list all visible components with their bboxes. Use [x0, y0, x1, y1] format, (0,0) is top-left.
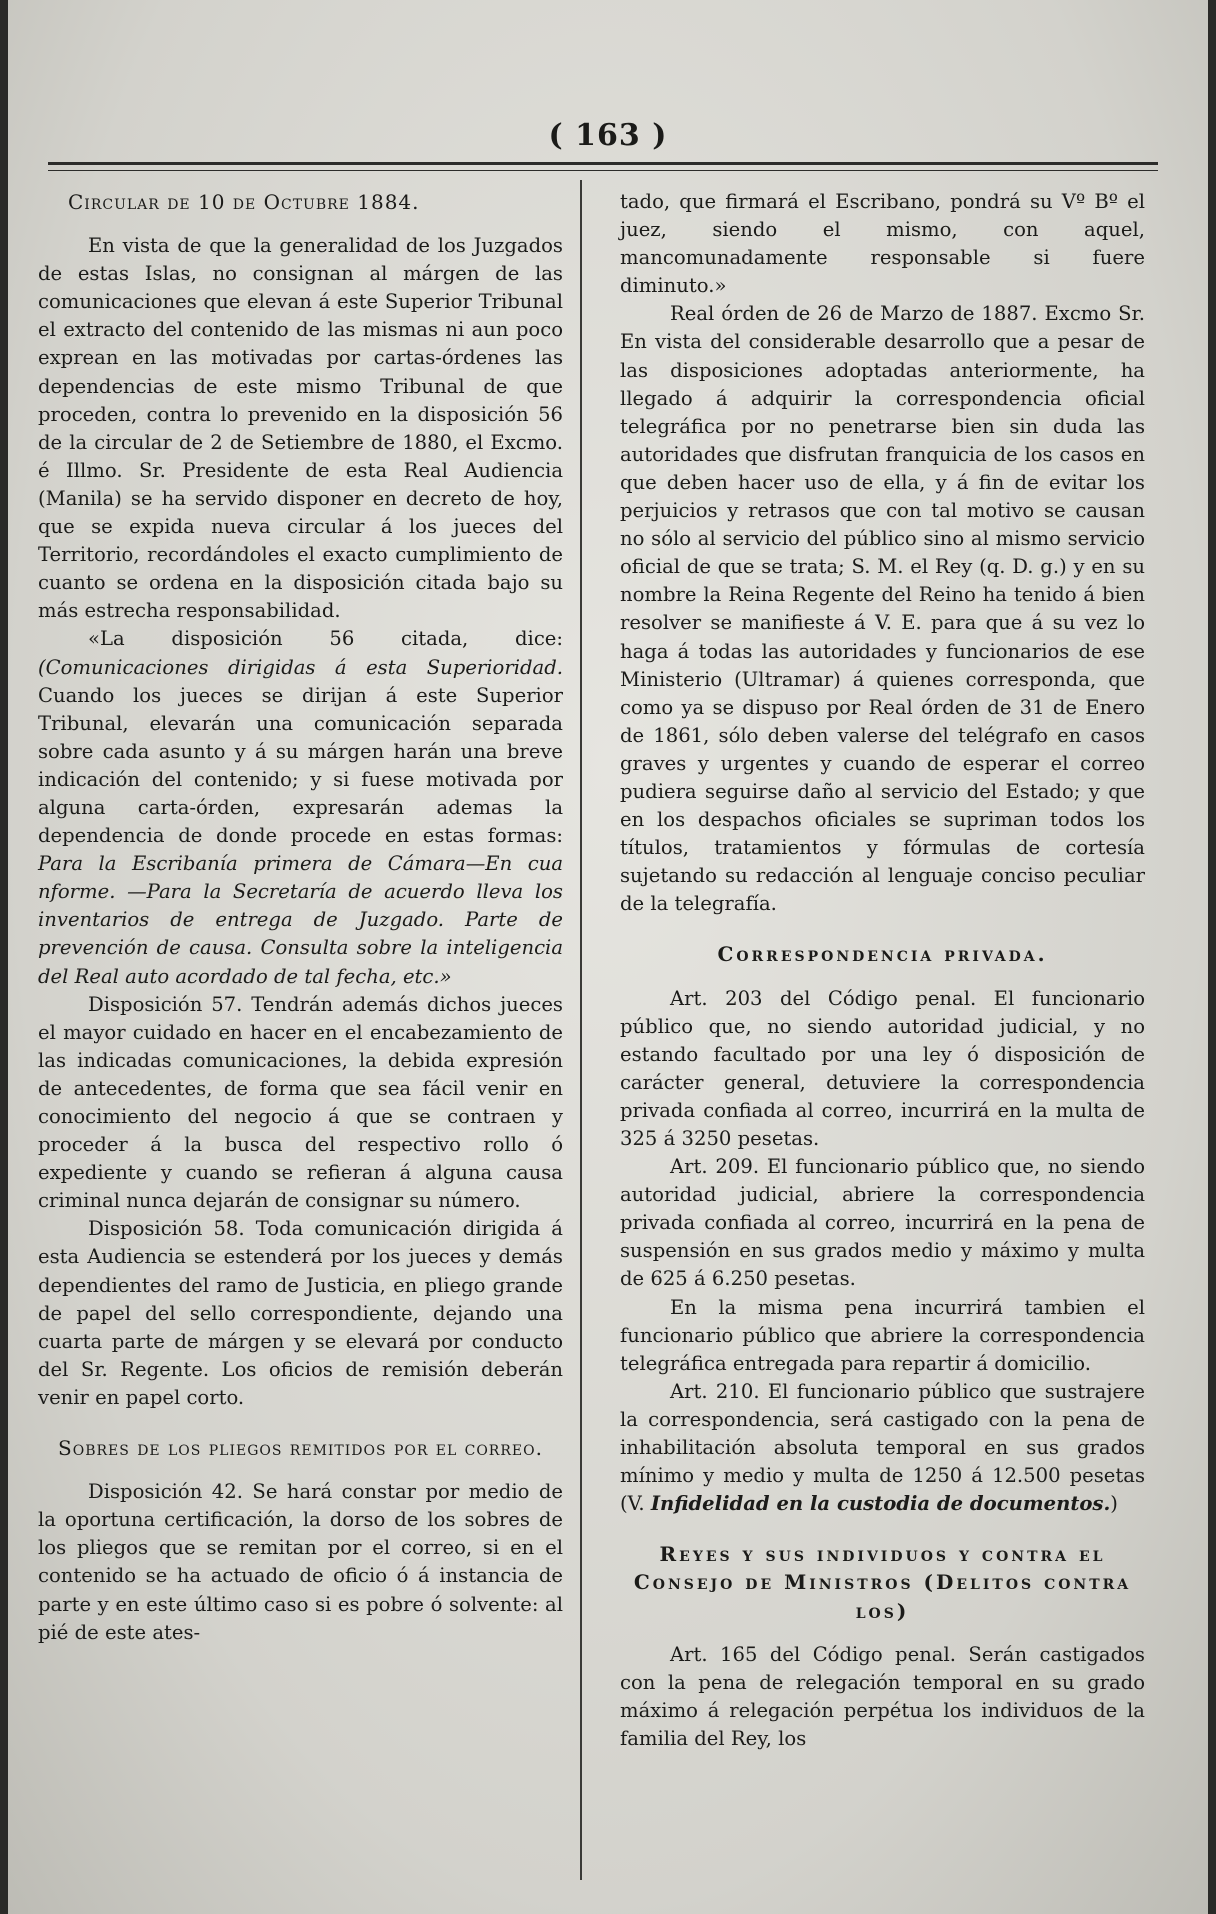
column-divider	[580, 180, 582, 1880]
circular-title: Circular de 10 de Octubre 1884.	[68, 190, 420, 214]
document-page	[8, 0, 1208, 1914]
top-rule-thin	[48, 170, 1158, 171]
paragraph-art-210	[620, 1378, 1145, 1518]
section-heading-sobres: Sobres de los pliegos remitidos por el correo.	[58, 1436, 543, 1461]
art-210-text: Art. 210. El funcionario público que sustrajere la correspondencia, será castigado con la pena de inhabilitación absoluta temporal en sus grados mínimo y medio y multa de 1250 á 12.500 pesetas (V.	[620, 1379, 1145, 1516]
art-210-close: )	[1110, 1492, 1118, 1516]
page-number: ( 163 )	[548, 118, 668, 153]
quote-forms: Para la Escribanía primera de Cámara—En cua nforme. —Para la Secretaría de acuerdo lleva los inventarios de entrega de Juzgado. Parte de prevención de causa. Consulta sobre la inteligencia del Real auto acordado de tal fecha, etc.»	[38, 852, 563, 988]
paragraph-disposicion-57: Disposición 57. Tendrán además dichos jueces el mayor cuidado en hacer en el encabezamiento de las indicadas comunicaciones, la debida expresión de antecedentes, de forma que sea fácil venir en conocimiento del negocio á que se contraen y proceder á la busca del respectivo rollo ó expediente y cuando se refieran á alguna causa criminal nunca dejarán de consignar su número.	[38, 992, 563, 1213]
left-column	[38, 188, 563, 1647]
paragraph-disposicion-58: Disposición 58. Toda comunicación dirigida á esta Audiencia se estenderá por los jueces y demás dependientes del ramo de Justicia, en pliego grande de papel del sello correspondiente, dejando una cuarta parte de márgen y se elevará por conducto del Sr. Regente. Los oficios de remisión deberán venir en papel corto.	[38, 1217, 563, 1409]
paragraph-art-209: Art. 209. El funcionario público que, no siendo autoridad judicial, abriere la correspondencia privada confiada al correo, incurrirá en la pena de suspensión en sus grados medio y máximo y multa de 625 á 6.250 pesetas.	[620, 1155, 1145, 1291]
paragraph-real-orden: Real órden de 26 de Marzo de 1887. Excmo Sr. En vista del considerable desarrollo que a pesar de las disposiciones adoptadas anteriormente, ha llegado á adquirir la correspondencia oficial telegráfica por no penetrarse bien sin duda las autoridades que disfrutan franquicia de los casos en que deben hacer uso de ella, y á fin de evitar los perjuicios y retrasos que con tal motivo se causan no sólo al servicio del público sino al mismo servicio oficial de que se trata; S. M. el Rey (q. D. g.) y en su nombre la Reina Regente del Reino ha tenido á bien resolver se manifieste á V. E. para que á su vez lo haga á todas las autoridades y funcionarios de ese Ministerio (Ultramar) á quienes corresponda, que como ya se dispuso por Real órden de 31 de Enero de 1861, sólo deben valerse del telégrafo en casos graves y urgentes y cuando de esperar el correo pudiera seguirse daño al servicio del Estado; y que en los despachos oficiales se supriman todos los títulos, tratamientos y fórmulas de cortesía sujetando su redacción al lenguaje conciso peculiar de la telegrafía.	[620, 302, 1145, 916]
section-heading-reyes: Reyes y sus individuos y contra el Consejo de Ministros (Delitos contra los)	[633, 1542, 1132, 1623]
paragraph-art-203: Art. 203 del Código penal. El funcionario público que, no siendo autoridad judicial, y no estando facultado por una ley ó disposición de carácter general, detuviere la correspondencia privada confiada al correo, incurrirá en la multa de 325 á 3250 pesetas.	[620, 986, 1145, 1150]
paragraph-art-165: Art. 165 del Código penal. Serán castigados con la pena de relegación temporal en su grado máximo á relegación perpétua los individuos de la familia del Rey, los	[620, 1642, 1145, 1750]
right-column	[620, 188, 1145, 1753]
quote-subject: (Comunicaciones dirigidas á esta Superioridad.	[38, 655, 563, 679]
quote-lead: «La disposición 56 citada, dice:	[88, 627, 563, 651]
paragraph-disposicion-56	[38, 625, 563, 990]
art-210-reference: Infidelidad en la custodia de documentos.	[650, 1492, 1111, 1516]
paragraph-continuation: tado, que firmará el Escribano, pondrá su Vº Bº el juez, siendo el mismo, con aquel, mancomunadamente responsable si fuere diminuto.»	[620, 190, 1145, 298]
paragraph-intro: En vista de que la generalidad de los Juzgados de estas Islas, no consignan al márgen de las comunicaciones que elevan á este Superior Tribunal el extracto del contenido de las mismas ni aun poco exprean en las motivadas por cartas-órdenes las dependencias de este mismo Tribunal de que proceden, contra lo prevenido en la disposición 56 de la circular de 2 de Setiembre de 1880, el Excmo. é Illmo. Sr. Presidente de esta Real Audiencia (Manila) se ha servido disponer en decreto de hoy, que se expida nueva circular á los jueces del Territorio, recordándoles el exacto cumplimiento de cuanto se ordena en la disposición citada bajo su más estrecha responsabilidad.	[38, 234, 563, 623]
top-rule	[48, 162, 1158, 165]
paragraph-disposicion-42: Disposición 42. Se hará constar por medio de la oportuna certificación, la dorso de los sobres de los pliegos que se remitan por el correo, si en el contenido se ha actuado de oficio ó á instancia de parte y en este último caso si es pobre ó solvente: al pié de este ates-	[38, 1480, 563, 1644]
section-heading-correspondencia: Correspondencia privada.	[717, 942, 1048, 967]
quote-body: Cuando los jueces se dirijan á este Superior Tribunal, elevarán una comunicación separada sobre cada asunto y á su márgen harán una breve indicación del contenido; y si fuese motivada por alguna carta-órden, expresarán ademas la dependencia de donde procede en estas formas:	[38, 683, 563, 848]
paragraph-misma-pena: En la misma pena incurrirá tambien el funcionario público que abriere la correspondencia telegráfica entregada para repartir á domicilio.	[620, 1295, 1145, 1375]
